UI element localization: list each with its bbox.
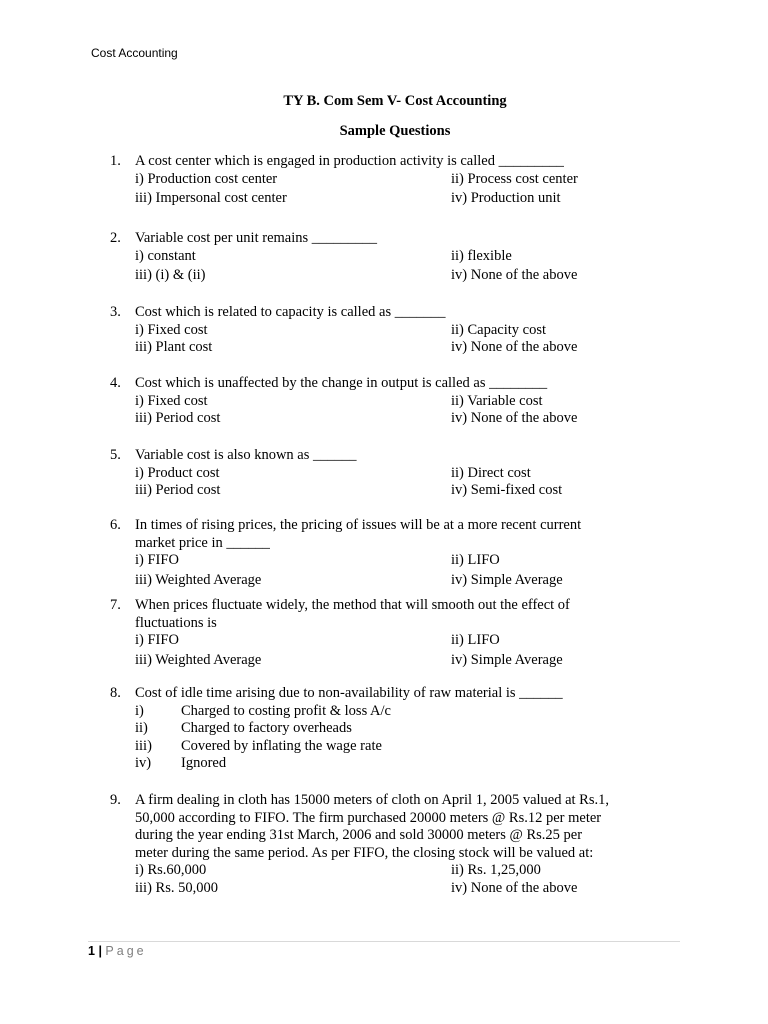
question-number: 6. — [110, 517, 121, 533]
option-numeral: iv) — [135, 755, 152, 771]
option: i) constant — [135, 247, 196, 264]
question-8 — [110, 685, 610, 773]
question-number: 2. — [110, 230, 121, 246]
option: iv) None of the above — [451, 339, 578, 355]
question-text: Variable cost is also known as ______ — [135, 447, 357, 463]
question-text: A cost center which is engaged in production activity is called _________ — [135, 153, 564, 169]
option-numeral: i) — [135, 702, 144, 719]
option: iv) None of the above — [451, 410, 578, 426]
option: ii) Direct cost — [451, 464, 531, 481]
question-text: Variable cost per unit remains _________ — [135, 230, 378, 246]
option: Charged to costing profit & loss A/c — [181, 702, 391, 719]
document-subtitle: Sample Questions — [339, 123, 451, 139]
question-number: 9. — [110, 792, 121, 808]
option: i) Product cost — [135, 464, 220, 481]
option: ii) LIFO — [451, 552, 500, 568]
footer-divider — [88, 941, 680, 942]
option: i) Production cost center — [135, 170, 278, 187]
option: iii) Rs. 50,000 — [135, 879, 218, 896]
option: Charged to factory overheads — [181, 720, 352, 736]
option-numeral: iii) — [135, 737, 152, 754]
question-text: Cost of idle time arising due to non-availability of raw material is ______ — [135, 685, 563, 701]
question-text: In times of rising prices, the pricing of issues will be at a more recent current market price in ______ — [135, 517, 582, 551]
question-number: 1. — [110, 153, 121, 169]
option: i) Rs.60,000 — [135, 862, 207, 878]
question-7 — [110, 597, 610, 669]
option: i) Fixed cost — [135, 321, 208, 338]
question-2 — [110, 230, 610, 285]
question-text: A firm dealing in cloth has 15000 meters of cloth on April 1, 2005 valued at Rs.1, 50,000 according to FIFO. The firm purchased 20000 meters @ Rs.12 per meter during the year ending 31st March, 2006 and sold 30000 meters @ Rs.25 per meter during the same period. As per FIFO, the closing stock will be valued at: — [135, 792, 609, 861]
option: Ignored — [181, 755, 227, 771]
running-header: Cost Accounting — [91, 46, 178, 60]
option: iv) Semi-fixed cost — [451, 482, 563, 498]
option: ii) Process cost center — [451, 170, 578, 187]
option: i) Fixed cost — [135, 392, 208, 409]
option: iii) Weighted Average — [135, 651, 262, 668]
option: iv) Simple Average — [451, 571, 563, 588]
option: iii) (i) & (ii) — [135, 267, 206, 283]
question-text: When prices fluctuate widely, the method that will smooth out the effect of fluctuations is — [135, 597, 570, 631]
question-3 — [110, 304, 610, 357]
option: iii) Period cost — [135, 410, 221, 426]
option: iii) Plant cost — [135, 339, 213, 355]
page-footer — [88, 944, 147, 958]
question-6 — [110, 517, 610, 589]
option: iv) Production unit — [451, 190, 561, 206]
option-numeral: ii) — [135, 720, 148, 736]
page-label: Page — [105, 944, 147, 958]
question-number: 7. — [110, 597, 121, 613]
option: iii) Period cost — [135, 482, 221, 498]
question-number: 8. — [110, 685, 121, 701]
option: Covered by inflating the wage rate — [181, 737, 382, 754]
option: i) FIFO — [135, 632, 179, 648]
question-number: 3. — [110, 304, 121, 320]
option: iii) Weighted Average — [135, 571, 262, 588]
document-title: TY B. Com Sem V- Cost Accounting — [283, 93, 507, 109]
question-5 — [110, 447, 610, 500]
option: iii) Impersonal cost center — [135, 190, 287, 206]
option: iv) None of the above — [451, 879, 578, 896]
question-9 — [110, 792, 610, 897]
option: iv) None of the above — [451, 267, 578, 283]
option: iv) Simple Average — [451, 651, 563, 668]
question-number: 4. — [110, 375, 121, 391]
option: ii) Capacity cost — [451, 321, 547, 338]
footer-separator: | — [98, 944, 102, 958]
page-number: 1 — [88, 944, 95, 958]
option: ii) Rs. 1,25,000 — [451, 862, 541, 878]
option: ii) flexible — [451, 247, 512, 264]
option: ii) Variable cost — [451, 392, 543, 409]
question-text: Cost which is unaffected by the change in output is called as ________ — [135, 375, 548, 391]
option: i) FIFO — [135, 552, 179, 568]
question-1 — [110, 153, 610, 208]
question-text: Cost which is related to capacity is called as _______ — [135, 304, 446, 320]
question-number: 5. — [110, 447, 121, 463]
question-4 — [110, 375, 610, 428]
option: ii) LIFO — [451, 632, 500, 648]
